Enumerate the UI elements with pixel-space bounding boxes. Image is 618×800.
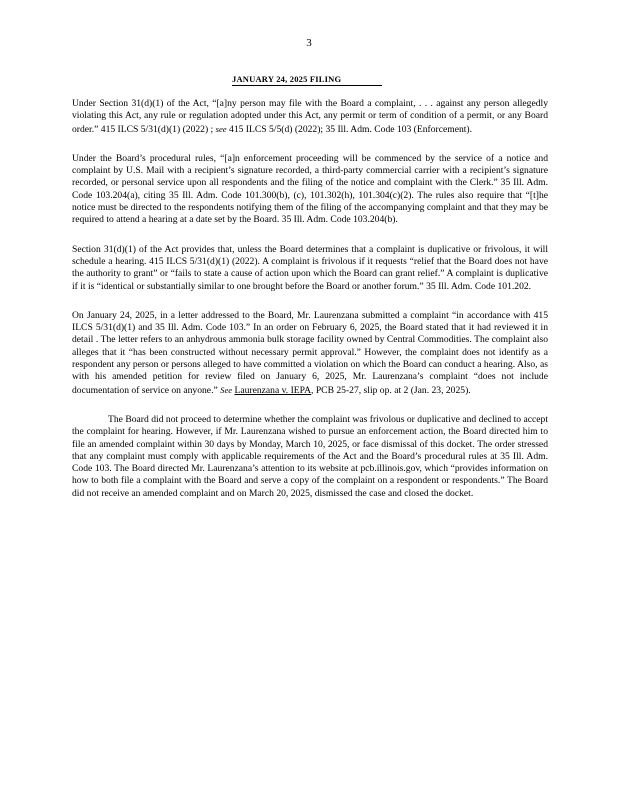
- paragraph-procedural-rules: Under the Board’s procedural rules, “[a]n enforcement proceeding will be commenced by the service of a notice and complaint by U.S. Mail with a recipient’s signature recorded, a third-party commercial carrier with a recipient’s signature recorded, or personal service upon all respondents and the filing of the notice and complaint with the Clerk.” 35 Ill. Adm. Code 103.204(a), citing 35 Ill. Adm. Code 101.300(b), (c), 101.302(h), 101.304(c)(2). The rules also require that “[t]he notice must be directed to the respondents notifying them of the filing of the accompanying complaint and that they may be required to attend a hearing at a date set by the Board. 35 Ill. Adm. Code 103.204(b).: [72, 152, 548, 226]
- section-heading: JANUARY 24, 2025 FILING: [232, 74, 382, 86]
- paragraph-text: On January 24, 2025, in a letter addressed to the Board, Mr. Laurenzana submitted a complaint “in accordance with 415 ILCS 5/31(d)(1) and 35 Ill. Adm. Code 103.” In an order on February 6, 2025, the Board stated that it had reviewed it in detail . The letter refers to an anhydrous ammonia bulk storage facility owned by Central Commodities. The complaint also alleges that it “has been constructed without necessary permit approval.” However, the complaint does not identify as a respondent any person or persons alleged to have committed a violation on which the Board can conduct a hearing. Also, as with his amended petition for review filed on January 6, 2025, Mr. Laurenzana’s complaint “does not include documentation of service on anyone.”: [72, 309, 548, 396]
- paragraph-complaint-authority: [72, 98, 548, 136]
- paragraph-text: Under Section 31(d)(1) of the Act, “[a]ny person may file with the Board a complaint, . . . against any person allegedly violating this Act, any rule or regulation adopted under this Act, any permit or term of condition of a permit, or any Board order.” 415 ILCS 5/31(d)(1) (2022) ;: [72, 98, 548, 135]
- citation-signal: See: [220, 384, 233, 395]
- paragraph-board-decision: The Board did not proceed to determine whether the complaint was frivolous or duplicative and declined to accept the complaint for hearing. However, if Mr. Laurenzana wished to pursue an enforcement action, the Board directed him to file an amended complaint within 30 days by Monday, March 10, 2025, or face dismissal of this docket. The order stressed that any complaint must comply with applicable requirements of the Act and the Board’s procedural rules at 35 Ill. Adm. Code 103. The Board directed Mr. Laurenzana’s attention to its website at pcb.illinois.gov, which “provides information on how to both file a complaint with the Board and serve a copy of the complaint on a respondent or respondents.” The Board did not receive an amended complaint and on March 20, 2025, dismissed the case and closed the docket.: [72, 413, 548, 499]
- case-name: Laurenzana v. IEPA: [234, 384, 312, 396]
- page-number: 3: [306, 37, 312, 49]
- paragraph-january-letter: [72, 310, 548, 397]
- paragraph-frivolous-duplicative: Section 31(d)(1) of the Act provides that, unless the Board determines that a complaint is duplicative or frivolous, it will schedule a hearing. 415 ILCS 5/31(d)(1) (2022). A complaint is frivolous if it requests “relief that the Board does not have the authority to grant” or “fails to state a cause of action upon which the Board can grant relief.” A complaint is duplicative if it is “identical or substantially similar to one brought before the Board or another forum.” 35 Ill. Adm. Code 101.202.: [72, 243, 548, 292]
- paragraph-tail: 415 ILCS 5/5(d) (2022); 35 Ill. Adm. Code 103 (Enforcement).: [229, 123, 473, 135]
- citation-signal: see: [215, 123, 227, 134]
- document-body: [72, 98, 548, 517]
- paragraph-tail: , PCB 25-27, slip op. at 2 (Jan. 23, 2025).: [311, 384, 471, 396]
